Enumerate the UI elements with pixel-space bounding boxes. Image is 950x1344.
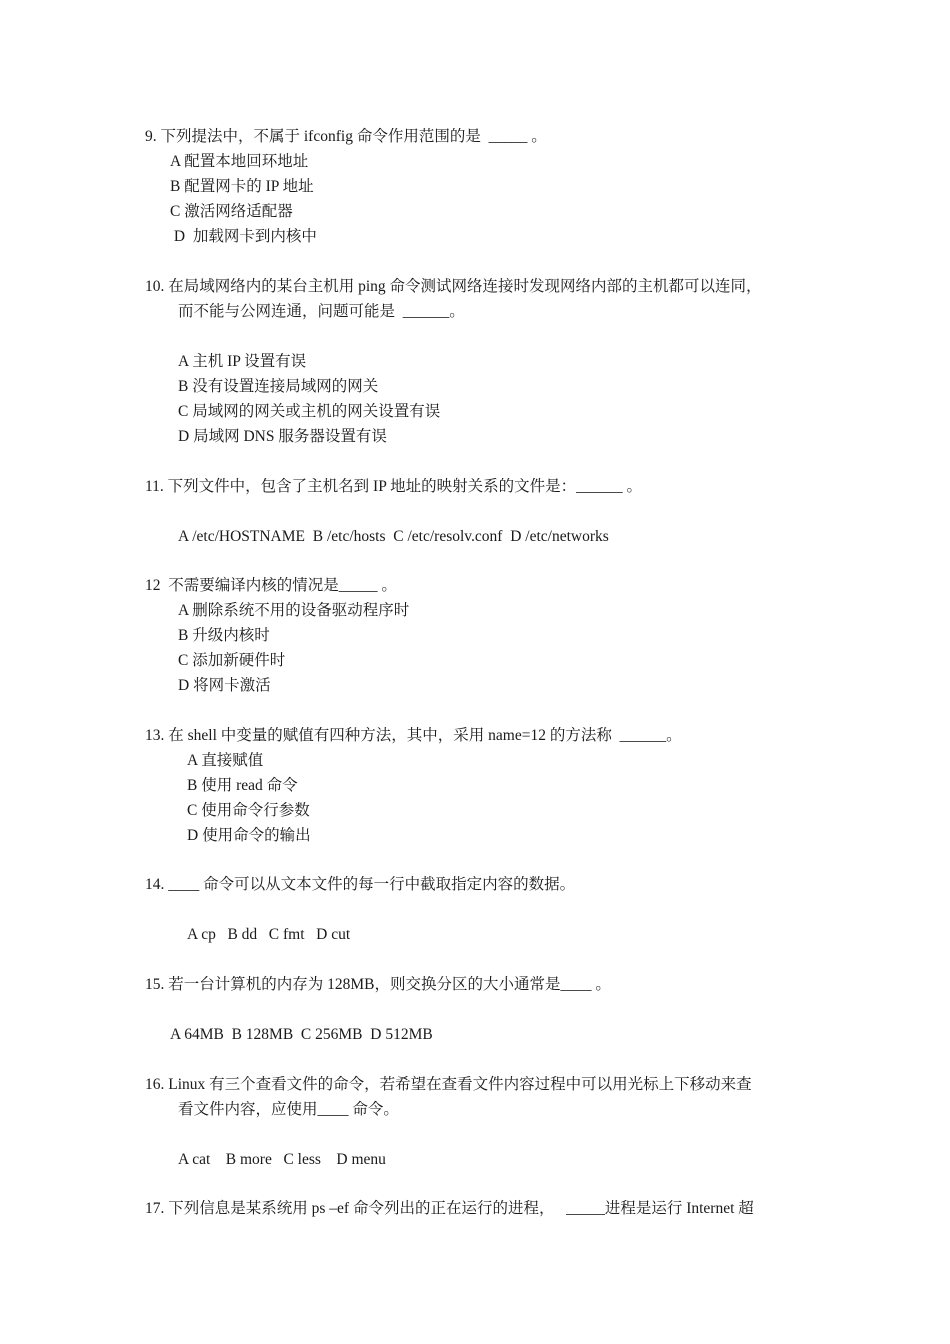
question-13-option-c: C 使用命令行参数 (187, 802, 310, 819)
question-12-option-c: C 添加新硬件时 (178, 652, 286, 669)
question-10-option-b: B 没有设置连接局域网的网关 (178, 378, 379, 395)
question-11-stem: 11. 下列文件中，包含了主机名到 IP 地址的映射关系的文件是：______ 。 (145, 478, 643, 495)
question-11-options: A /etc/HOSTNAME B /etc/hosts C /etc/resolv.conf D /etc/networks (178, 528, 609, 545)
question-10-stem-continued: 而不能与公网连通，问题可能是 ______。 (178, 303, 465, 320)
question-9-option-c: C 激活网络适配器 (170, 203, 293, 220)
question-10-option-a: A 主机 IP 设置有误 (178, 353, 307, 370)
question-16-stem-continued: 看文件内容，应使用____ 命令。 (178, 1101, 399, 1118)
question-13-stem: 13. 在 shell 中变量的赋值有四种方法，其中，采用 name=12 的方法称 ______。 (145, 727, 682, 744)
question-13-option-d: D 使用命令的输出 (187, 827, 311, 844)
question-10-stem: 10. 在局域网络内的某台主机用 ping 命令测试网络连接时发现网络内部的主机都可以连同， (145, 278, 762, 295)
question-10-option-c: C 局域网的网关或主机的网关设置有误 (178, 403, 441, 420)
question-14-stem: 14. ____ 命令可以从文本文件的每一行中截取指定内容的数据。 (145, 876, 576, 893)
question-12-option-a: A 删除系统不用的设备驱动程序时 (178, 602, 410, 619)
question-12-option-b: B 升级内核时 (178, 627, 270, 644)
question-9-option-a: A 配置本地回环地址 (170, 153, 309, 170)
question-15-stem: 15. 若一台计算机的内存为 128MB，则交换分区的大小通常是____ 。 (145, 976, 611, 993)
question-9-option-b: B 配置网卡的 IP 地址 (170, 178, 314, 195)
question-15-options: A 64MB B 128MB C 256MB D 512MB (170, 1026, 433, 1043)
question-17-stem: 17. 下列信息是某系统用 ps –ef 命令列出的正在运行的进程， _____进程是运行 Internet 超 (145, 1200, 754, 1217)
question-14-options: A cp B dd C fmt D cut (187, 926, 351, 943)
question-10-option-d: D 局域网 DNS 服务器设置有误 (178, 428, 387, 445)
question-9-option-d: D 加载网卡到内核中 (170, 228, 317, 245)
question-16-stem: 16. Linux 有三个查看文件的命令，若希望在查看文件内容过程中可以用光标上下移动来查 (145, 1076, 752, 1093)
question-12-stem: 12 不需要编译内核的情况是_____ 。 (145, 577, 397, 594)
question-13-option-b: B 使用 read 命令 (187, 777, 298, 794)
question-9-stem: 9. 下列提法中，不属于 ifconfig 命令作用范围的是 _____ 。 (145, 128, 547, 145)
question-16-options: A cat B more C less D menu (178, 1151, 386, 1168)
question-12-option-d: D 将网卡激活 (178, 677, 271, 694)
question-13-option-a: A 直接赋值 (187, 752, 264, 769)
